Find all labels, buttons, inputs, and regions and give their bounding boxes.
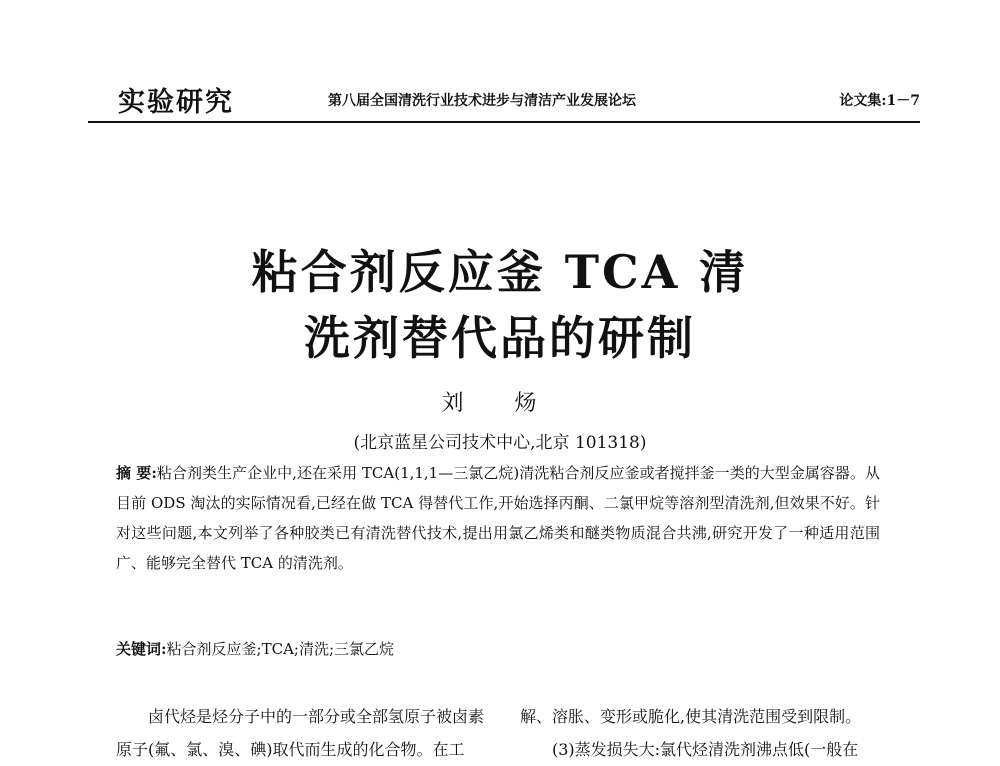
author-name: 刘 炀 — [441, 391, 559, 416]
keywords-text: 粘合剂反应釜;TCA;清洗;三氯乙烷 — [166, 640, 395, 658]
title-line-2: 洗剂替代品的研制 — [304, 311, 696, 365]
body-right-line-1: 解、溶胀、变形或脆化,使其清洗范围受到限制。 — [520, 707, 862, 726]
affiliation: (北京蓝星公司技术中心,北京 101318) — [353, 433, 647, 453]
header-rule — [88, 121, 920, 123]
forum-name: 第八届全国清洗行业技术进步与清洁产业发展论坛 — [328, 93, 636, 109]
section-label: 实验研究 — [118, 87, 234, 118]
body-left-column: 卤代烃是烃分子中的一部分或全部氢原子被卤素原子(氟、氯、溴、碘)取代而生成的化合物。在工 — [116, 707, 485, 759]
abstract — [116, 458, 880, 578]
body-right-column — [520, 700, 900, 766]
abstract-text: 粘合剂类生产企业中,还在采用 TCA(1,1,1—三氯乙烷)清洗粘合剂反应釜或者搅拌釜一类的大型金属容器。从目前 ODS 淘汰的实际情况看,已经在做 TCA 得替代工作,开始选择丙酮、二氯甲烷等溶剂型清洗剂,但效果不好。针对这些问题,本文列举了各种胶类已有清洗替代技术,提出用氯乙烯类和醚类物质混合共沸,研究开发了一种适用范围广、能够完全替代 TCA 的清洗剂。 — [116, 464, 880, 572]
keywords-label: 关键词: — [116, 640, 167, 658]
running-header — [88, 78, 920, 122]
title-line-1: 粘合剂反应釜 TCA 清 — [251, 245, 749, 299]
page-reference: 论文集:1－7 — [839, 93, 920, 109]
keywords — [116, 638, 880, 659]
abstract-label: 摘 要: — [116, 464, 157, 482]
body-right-line-2: (3)蒸发损失大:氯代烃清洗剂沸点低(一般在 — [552, 740, 859, 759]
